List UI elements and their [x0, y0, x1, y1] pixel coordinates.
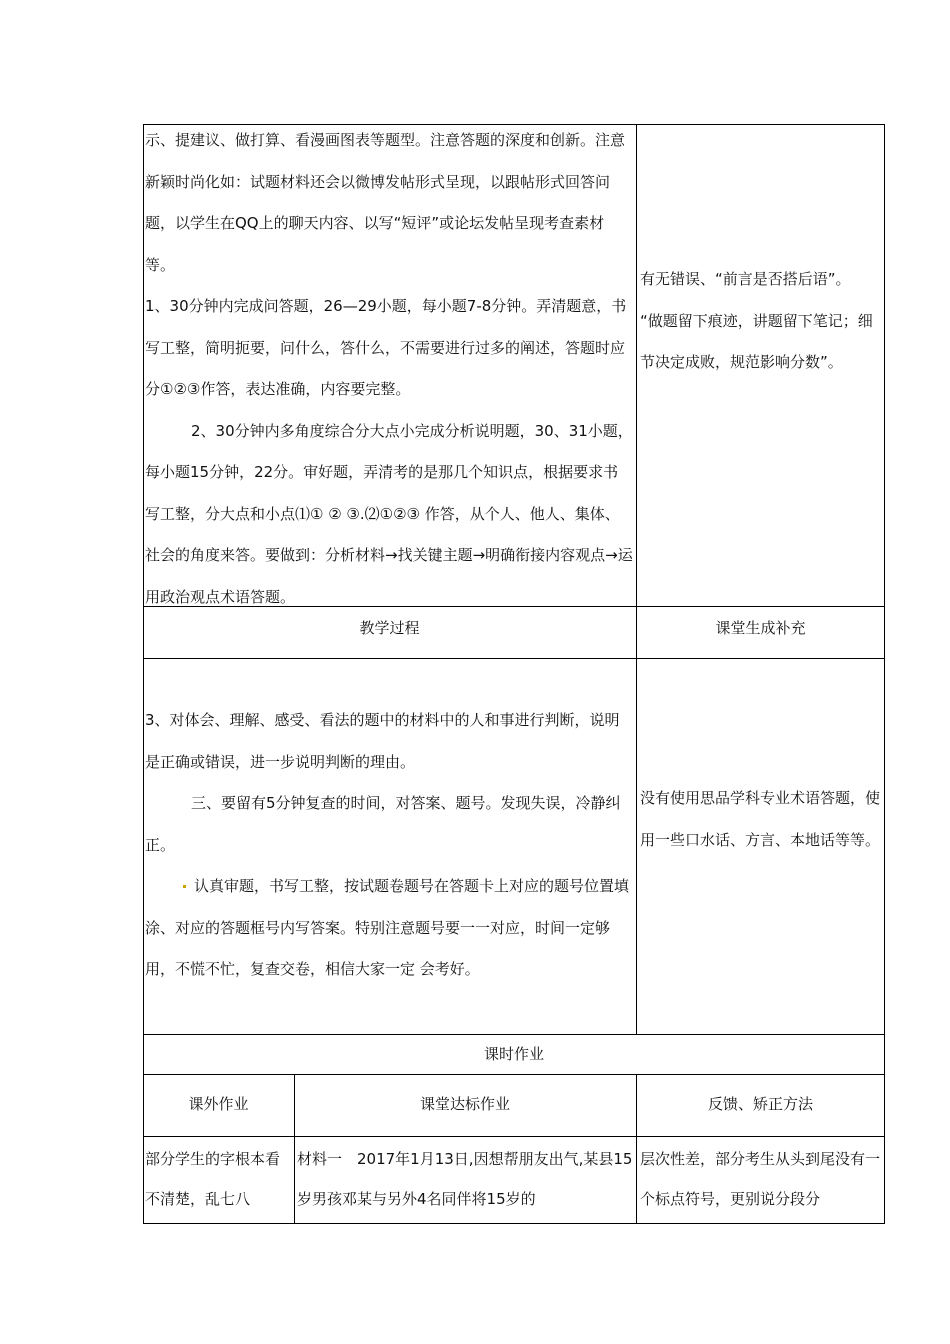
homework-header-feedback: 反馈、矫正方法 [707, 1095, 813, 1113]
paragraph: 3、对体会、理解、感受、看法的题中的材料中的人和事进行判断，说明是正确或错误，进一步说明判断的理由。 [145, 711, 620, 771]
homework-header-outside: 课外作业 [188, 1095, 249, 1113]
row-divider [143, 1074, 885, 1075]
paragraph: 认真审题，书写工整，按试题卷题号在答题卡上对应的题号位置填涂、对应的答题框号内写答案。特别注意题号要一一对应，时间一定够用，不慌不忙，复查交卷，相信大家一定 会考好。 [145, 877, 630, 978]
middle-right-cell [640, 778, 880, 861]
paragraph: 没有使用思品学科专业术语答题，使用一些口水话、方言、本地话等等。 [640, 789, 881, 849]
top-right-cell [640, 259, 880, 384]
homework-cell-outside: 部分学生的字根本看不清楚，乱七八 [145, 1150, 281, 1208]
marker-dot-icon [183, 885, 186, 888]
row-divider [143, 1136, 885, 1137]
paragraph: 1、30分钟内完成问答题，26—29小题，每小题7-8分钟。弄清题意，书写工整，简明扼要，问什么，答什么，不需要进行过多的阐述，答题时应分①②③作答，表达准确，内容要完整。 [145, 297, 627, 398]
paragraph: 2、30分钟内多角度综合分大点小完成分析说明题，30、31小题，每小题15分钟，22分。审好题，弄清考的是那几个知识点，根据要求书写工整，分大点和小点⑴① ② ③.⑵①②③ 作答，从个人、他人、集体、社会的角度来答。要做到：分析材料→找关键主题→明确衔接内容观点→运用政治观点术语答题。 [145, 421, 633, 606]
paragraph: 有无错误、“前言是否搭后语”。 [640, 270, 851, 288]
top-left-cell [145, 120, 633, 618]
paragraph: “做题留下痕迹，讲题留下笔记；细节决定成败，规范影响分数”。 [640, 311, 873, 371]
row-divider [143, 658, 885, 659]
class-supplement-header: 课堂生成补充 [715, 619, 806, 637]
column-divider [636, 124, 637, 1034]
homework-title: 课时作业 [483, 1045, 544, 1063]
middle-left-cell [145, 700, 633, 991]
paragraph: 三、要留有5分钟复查的时间，对答案、题号。发现失误，冷静纠正。 [145, 794, 621, 854]
homework-cell-classwork: 材料一 2017年1月13日,因想帮朋友出气,某县15岁男孩邓某与另外4名同伴将15岁的 [297, 1150, 633, 1208]
teaching-process-header: 教学过程 [359, 619, 420, 637]
homework-cell-feedback: 层次性差，部分考生从头到尾没有一个标点符号，更别说分段分 [640, 1150, 881, 1208]
homework-header-classwork: 课堂达标作业 [419, 1095, 510, 1113]
paragraph: 示、提建议、做打算、看漫画图表等题型。注意答题的深度和创新。注意新颖时尚化如：试题材料还会以微博发帖形式呈现，以跟帖形式回答问题，以学生在QQ上的聊天内容、以写“短评”或论坛发帖呈现考查素材等。 [145, 131, 626, 274]
